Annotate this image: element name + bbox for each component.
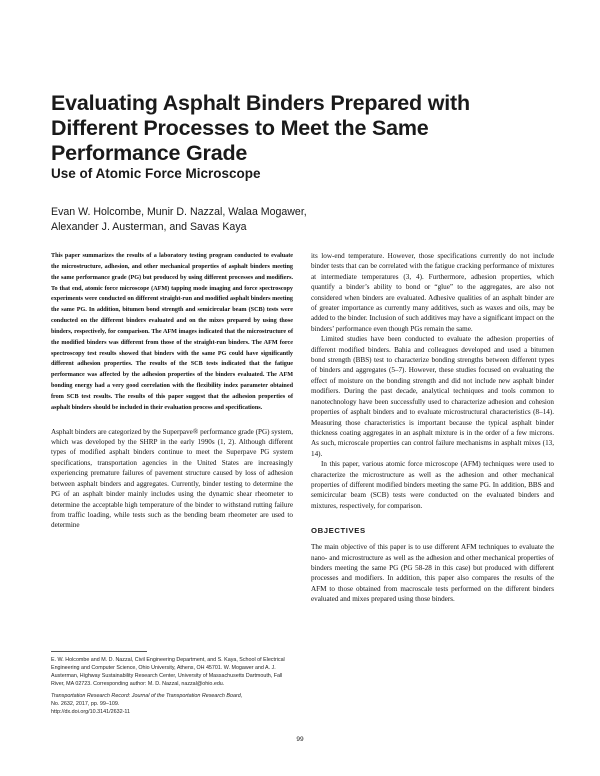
- objectives-paragraph: The main objective of this paper is to use different AFM techniques to evaluate the nano- and microstructure as well as the adhesion and other mechanical properties of binders meeting the same PG (PG 58-28 in this case) but produced with different processes and modifiers. In addition, this paper also compares the results of the AFM to those obtained from macroscale tests performed on the different binders evaluated and mixes prepared using those binders.: [311, 543, 554, 604]
- body-paragraph-1: its low-end temperature. However, those specifications currently do not include binder tests that can be correlated with the fatigue cracking performance of mixtures at intermediate temperatures (3, 4). Furthermore, adhesion properties, which quantify a binder’s ability to bond or “glue” to the aggregates, are also not considered when binders are evaluated. Adhesive qualities of an asphalt binder are of greater importance as currently many additives, such as waxes and oils, may be added to the binder. Inclusion of such additives may have a significant impact on the binders’ performance even though PGs remain the same.: [311, 252, 554, 333]
- body-paragraph-3: In this paper, various atomic force microscope (AFM) techniques were used to characterize the microstructure as well as the adhesion and other mechanical properties of different modified binders meeting the same PG. In addition, BBS and semicircular beam (SCB) tests were conducted on the evaluated binders and mixtures, respectively, for comparison.: [311, 460, 554, 510]
- author-list: [51, 205, 471, 235]
- right-column: [311, 251, 554, 605]
- abstract: This paper summarizes the results of a laboratory testing program conducted to evaluate the microstructure, adhesion, and other mechanical properties of asphalt binders meeting the same performance grade (PG) but produced by using different processes and modifiers. To that end, atomic force microscope (AFM) tapping mode imaging and force spectroscopy experiments were conducted on different straight-run and modified asphalt binders meeting the same PG. In addition, bitumen bond strength and semicircular beam (SCB) tests were conducted on the different binders evaluated and on the mixes prepared by using those binders, respectively, for comparison. The AFM images indicated that the microstructure of the modified binders was different from those of the straight-run binders. The AFM force spectroscopy test results showed that binders with the same PG could have significantly different adhesion properties. The results of the SCB tests indicated that the fatigue performance was affected by the adhesion properties of the binders evaluated. The AFM bonding energy had a very good correlation with the flexibility index parameter obtained from SCB test results. The results of this paper suggest that the adhesion properties of asphalt binders should be included in their evaluation process and specifications.: [51, 253, 293, 411]
- paper-title: Evaluating Asphalt Binders Prepared with Different Processes to Meet the Same Performance Grade: [51, 91, 470, 165]
- section-heading-objectives: OBJECTIVES: [311, 526, 366, 536]
- journal-title: Transportation Research Record: Journal of the Transportation Research Board,: [51, 693, 243, 699]
- left-column: [51, 251, 293, 531]
- paper-subtitle: Use of Atomic Force Microscope: [51, 166, 261, 181]
- page-number: 99: [296, 736, 304, 743]
- authors-line-1: Evan W. Holcombe, Munir D. Nazzal, Walaa Mogawer,: [51, 206, 307, 218]
- intro-paragraph: Asphalt binders are categorized by the Superpave® performance grade (PG) system, which was developed by the SHRP in the early 1990s (1, 2). Although different types of modified asphalt binders continue to meet the Superpave PG system specifications, transportation agencies in the United States are increasingly experiencing premature failures of pavement structure caused by loss of adhesion between asphalt binders and aggregates. Currently, binder testing to determine the PG of an asphalt binder mainly includes using the dynamic shear rheometer to determine the acceptable high temperature of the binder to withstand rutting failure from traffic loading, while tests such as the bending beam rheometer are used to determine: [51, 427, 293, 530]
- authors-line-2: Alexander J. Austerman, and Savas Kaya: [51, 221, 247, 233]
- author-affiliations: E. W. Holcombe and M. D. Nazzal, Civil Engineering Department, and S. Kaya, School of Electrical Engineering and Computer Science, Ohio University, Athens, OH 45701. W. Mogawer and A. J. Austerman, Highway Sustainability Research Center, University of Massachusetts Dartmouth, Fall River, MA 02723. Corresponding author: M. D. Nazzal, nazzal@ohio.edu.: [51, 657, 285, 687]
- footnote-divider: [51, 651, 147, 652]
- body-paragraph-2: Limited studies have been conducted to evaluate the adhesion properties of different modified binders. Bahia and colleagues developed and used a bitumen bond strength (BBS) test to characterize bonding strengths between different types of binders and aggregates (5–7). However, these studies focused on evaluating the effect of moisture on the bonding strength and did not include new asphalt binder modifiers. During the past decade, analytical techniques and tools common to nanotechnology have been successfully used to characterize adhesion and cohesion properties of asphalt binders and to evaluate microstructural characteristics (8–14). Measuring those characteristics is important because the typical asphalt binder thickness coating aggregates in an asphalt mixture is in the order of a few microns. As such, microscale properties can control failure mechanisms in asphalt mixes (13, 14).: [311, 335, 554, 458]
- journal-doi: http://dx.doi.org/10.3141/2632-11: [51, 708, 131, 715]
- journal-issue: No. 2632, 2017, pp. 99–109.: [51, 700, 120, 707]
- journal-citation: [51, 693, 295, 717]
